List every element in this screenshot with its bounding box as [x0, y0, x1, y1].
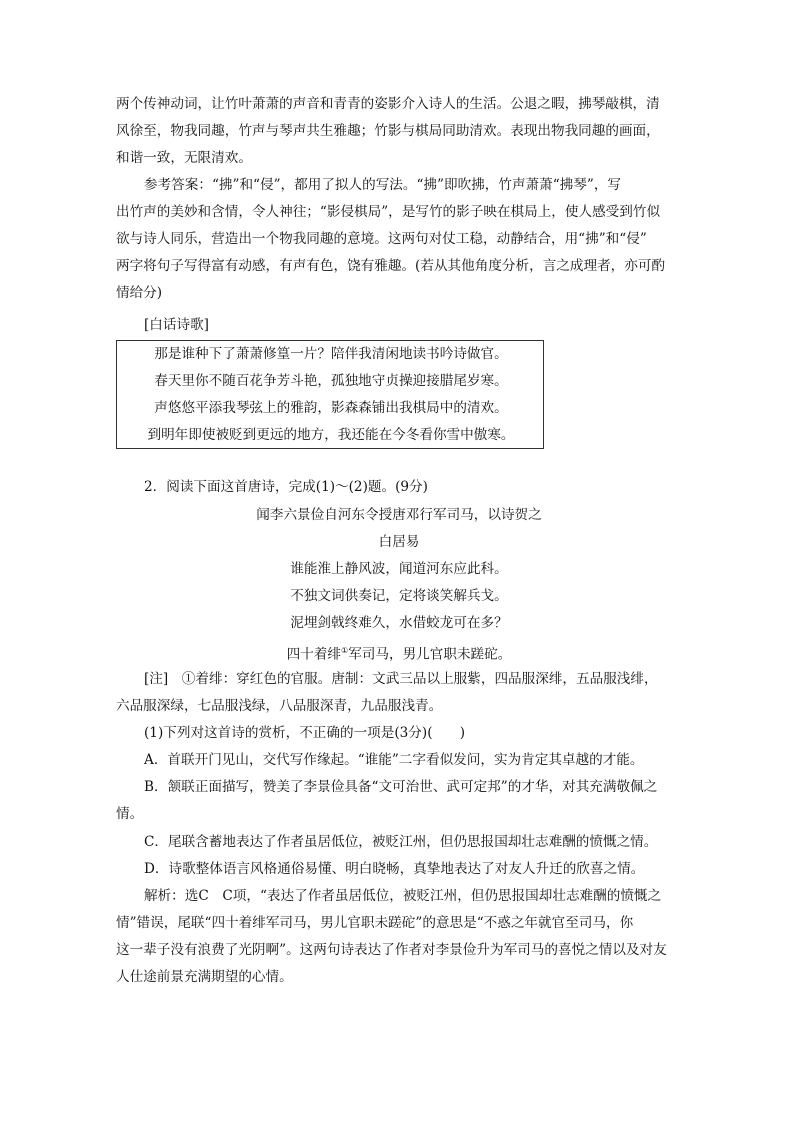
poem-last-line-post: 军司马，男儿官职未蹉砣。: [348, 646, 512, 663]
analysis-line: 这一辈子没有浪费了光阴啊”。这两句诗表达了作者对李景俭升为军司马的喜悦之情以及对友: [116, 942, 667, 958]
sub-question-1: (1)下列对这首诗的赏析，不正确的一项是(3分)( ): [144, 725, 465, 741]
analysis-line: 人仕途前景充满期望的心情。: [116, 969, 293, 985]
reference-answer-line: 情给分): [116, 285, 163, 301]
reference-answer-line: 欲与诗人同乐，营造出一个物我同趣的意境。这两句对仗工稳，动静结合，用“拂”和“侵”: [116, 231, 647, 247]
prev-analysis-line: 风徐至，物我同趣，竹声与琴声共生雅趣；竹影与棋局同助清欢。表现出物我同趣的画面，: [116, 123, 660, 139]
reference-answer-line: 出竹声的美妙和含情，令人神往；“影侵棋局”，是写竹的影子映在棋局上，使人感受到竹似: [116, 204, 661, 220]
poem-line: [116, 637, 682, 669]
reference-answer-line: 参考答案：“拂”和“侵”，都用了拟人的写法。“拂”即吹拂，竹声萧萧“拂琴”，写: [144, 177, 622, 193]
poem-author: 白居易: [378, 534, 420, 550]
poem-note: [116, 666, 682, 720]
option-c: C．尾联含蓄地表达了作者虽居低位，被贬江州，但仍思报国却壮志难酬的愤慨之情。: [144, 834, 658, 850]
answer-analysis: [116, 883, 682, 991]
poem-line: 泥埋剑戟终难久，水借蛟龙可在多？: [290, 615, 508, 631]
prev-analysis-line: 和谐一致，无限清欢。: [116, 150, 252, 166]
vernacular-title: [白话诗歌]: [144, 317, 209, 333]
poem-note-line: 六品服深绿，七品服浅绿，八品服深青，九品服浅青。: [116, 698, 443, 714]
prev-analysis: [116, 91, 682, 172]
vernacular-poem-box: [116, 340, 544, 449]
question-2-stem: 2．阅读下面这首唐诗，完成(1)～(2)题。(9分): [144, 479, 428, 495]
vernacular-line: 声悠悠平添我琴弦上的雅韵，影森森铺出我棋局中的清欢。: [154, 400, 508, 416]
vernacular-line: 春天里你不随百花争芳斗艳，孤独地守贞操迎接腊尾岁寒。: [154, 373, 508, 389]
vernacular-line: 到明年即使被贬到更远的地方，我还能在今冬看你雪中傲寒。: [147, 427, 515, 443]
footnote-marker: ①: [341, 646, 349, 655]
reference-answer-line: 两字将句子写得富有动感，有声有色，饶有雅趣。(若从其他角度分析，言之成理者，亦可酌: [116, 258, 666, 274]
vernacular-line: 那是谁种下了萧萧修篁一片？陪伴我清闲地读书吟诗做官。: [154, 346, 508, 362]
poem-note-line: [注] ①着绯：穿红色的官服。唐制：文武三品以上服紫，四品服深绯，五品服浅绯，: [144, 671, 658, 687]
poem-line: 谁能淮上静风波，闻道河东应此科。: [290, 561, 508, 577]
option-b: B．颔联正面描写，赞美了李景俭具备“文可治世、武可定邦”的才华，对其充满敬佩之 情。: [116, 779, 658, 822]
option-d: D．诗歌整体语言风格通俗易懂、明白晓畅，真挚地表达了对友人升迁的欣喜之情。: [144, 861, 645, 877]
analysis-line: 解析：选C C项，“表达了作者虽居低位，被贬江州，但仍思报国却壮志难酬的愤慨之: [144, 888, 662, 904]
poem-line: 不独文词供奏记，定将谈笑解兵戈。: [290, 588, 508, 604]
prev-analysis-line: 两个传神动词，让竹叶萧萧的声音和青青的姿影介入诗人的生活。公退之暇，拂琴敲棋，清: [116, 96, 660, 112]
analysis-line: 情”错误，尾联“四十着绯军司马，男儿官职未蹉砣”的意思是“不惑之年就官至司马，你: [116, 915, 634, 931]
option-a: A．首联开门见山，交代写作缘起。“谁能”二字看似发问，实为肯定其卓越的才能。: [144, 752, 644, 768]
reference-answer: [116, 172, 682, 307]
poem-last-line-pre: 四十着绯: [286, 646, 342, 663]
poem-title: 闻李六景俭自河东令授唐邓行军司马，以诗贺之: [256, 507, 542, 523]
